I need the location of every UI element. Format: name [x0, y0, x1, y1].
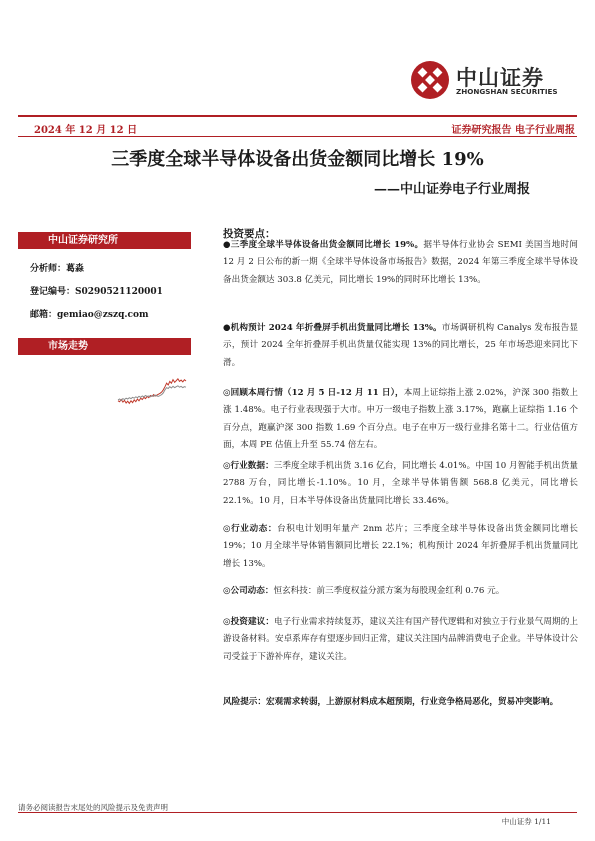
- logo-name-en: ZHONGSHAN SECURITIES: [456, 87, 558, 96]
- point-body: 本周上证综指上涨 2.02%，沪深 300 指数上涨 1.48%。电子行业表现强于大市。申万一级电子指数上涨 3.17%，跑赢上证综指 1.16 个百分点，跑赢沪深 300 指数 1.69 个百分点。电子在申万一级行业排名第十二。行业估值方面，本周 PE 估值上升至 55.74 倍左右。: [223, 388, 578, 451]
- point-foldable-phones: [223, 320, 578, 372]
- point-body: 三季度全球手机出货 3.16 亿台，同比增长 4.01%。中国 10 月智能手机出货量 2788 万台，同比增长-1.10%。10 月，全球半导体销售额 568.8 亿美元，同比增长 22.1%。10 月，日本半导体设备出货量同比增长 33.46%。: [223, 461, 579, 506]
- chart-series-line-0: [118, 379, 186, 404]
- point-heading: ◎行业数据：: [223, 461, 274, 471]
- point-heading: ◎公司动态：: [223, 586, 274, 596]
- logo-name-cn: 中山证券: [456, 66, 544, 90]
- disclaimer-note: 请务必阅读报告末尾处的风险提示及免责声明: [18, 803, 168, 812]
- section-title: 投资要点：: [223, 228, 276, 240]
- point-company-news: [223, 583, 578, 600]
- point-heading: ◎投资建议：: [223, 617, 275, 627]
- point-body: 据半导体行业协会 SEMI 美国当地时间 12 月 2 日公布的新一期《全球半导体设备市场报告》数据，2024 年第三季度全球半导体设备出货金额达 303.8 亿美元，同比增长 19%的同时环比增长 13%。: [223, 240, 578, 285]
- point-heading: ●三季度全球半导体设备出货金额同比增长 19%。: [223, 240, 424, 250]
- point-body: 电子行业需求持续复苏，建议关注有国产替代逻辑和对独立于行业景气周期的上游设备材料。安卓系库存有望逐步回归正常，建议关注国内品牌消费电子企业。半导体设计公司受益于下游补库存，建议关注。: [223, 617, 578, 662]
- page-number: 中山证券 1/11: [501, 817, 551, 826]
- footer-rule: [18, 812, 577, 813]
- point-heading: ◎回顾本周行情（12 月 5 日-12 月 11 日），: [223, 388, 404, 398]
- point-body: 台积电计划明年量产 2nm 芯片；三季度全球半导体设备出货金额同比增长 19%；10 月全球半导体销售额同比增长 22.1%；机构预计 2024 年折叠屏手机出货量同比增长 13%。: [223, 524, 579, 569]
- point-body: 恒玄科技：前三季度权益分派方案为每股现金红利 0.76 元。: [273, 586, 505, 596]
- report-type: 证券研究报告 电子行业周报: [451, 125, 575, 136]
- header-rule-bottom: [18, 136, 577, 137]
- market-trend-chart: [18, 354, 191, 454]
- page-title: 三季度全球半导体设备出货金额同比增长 19%: [111, 149, 484, 170]
- analyst-email: 邮箱：gemiao@zszq.com: [30, 310, 149, 320]
- point-heading: ●机构预计 2024 年折叠屏手机出货量同比增长 13%。: [223, 323, 442, 333]
- point-industry-news: [223, 521, 578, 573]
- analyst-name: 分析师：葛淼: [30, 264, 85, 274]
- logo-mark-icon: [410, 60, 450, 100]
- report-date: 2024 年 12 月 12 日: [34, 125, 138, 136]
- company-logo: [410, 60, 580, 102]
- point-industry-data: [223, 458, 578, 510]
- registration-number: 登记编号：S0290521120001: [30, 287, 163, 297]
- risk-warning: 风险提示：宏观需求转弱，上游原材料成本超预期，行业竞争格局恶化，贸易冲突影响。: [223, 697, 559, 707]
- chart-series-line-1: [118, 386, 186, 401]
- page-subtitle: ——中山证券电子行业周报: [373, 182, 530, 197]
- point-heading: ◎行业动态：: [223, 524, 278, 534]
- point-weekly-review: [223, 385, 578, 455]
- point-investment-advice: [223, 614, 578, 666]
- institute-label: 中山证券研究所: [18, 232, 191, 249]
- market-trend-label: 市场走势: [18, 338, 191, 355]
- point-body: 市场调研机构 Canalys 发布报告显示，预计 2024 全年折叠屏手机出货量仅能实现 13%的同比增长，25 年市场恐迎来同比下滑。: [223, 323, 578, 368]
- point-semi-equipment: [223, 237, 578, 289]
- header-rule: [18, 115, 577, 117]
